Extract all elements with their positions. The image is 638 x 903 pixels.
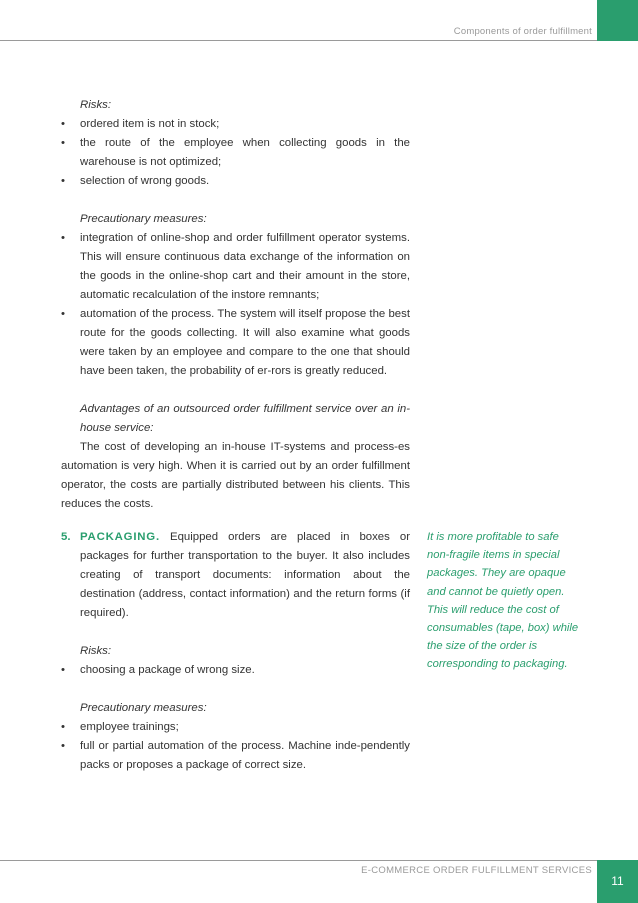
bullet-icon: •: [61, 721, 65, 733]
section-packaging: [61, 528, 410, 775]
side-note: It is more profitable to safe non-fragile items in special packages. They are opaque and cannot be quietly open. This will reduce the cost of consumables (tape, box) while the size of the order is corresponding to packaging.: [427, 531, 579, 671]
footer-rule: [0, 860, 597, 861]
advantages-paragraph: The cost of developing an in-house IT-systems and process-es automation is very high. When it is carried out by an order fulfillment operator, the costs are partially distributed between his clients. This reduces the costs.: [61, 441, 410, 510]
bullet-icon: •: [61, 137, 65, 149]
bullet-icon: •: [61, 664, 65, 676]
bullet-icon: •: [61, 232, 65, 244]
running-header: Components of order fulfillment: [453, 26, 592, 37]
risk-item: • choosing a package of wrong size.: [61, 661, 410, 680]
running-footer: E-COMMERCE ORDER FULFILLMENT SERVICES: [361, 865, 592, 876]
main-column: [61, 96, 410, 514]
packaging-paragraph: 5. PACKAGING. Equipped orders are placed in boxes or packages for further transportation to the buyer. It also includes creating of transport documents: information about the destination (address, contact information) and the return forms (if required).: [61, 528, 410, 623]
measure-item: • integration of online-shop and order fulfillment operator systems. This will ensure continuous data exchange of the information on the goods in the online-shop cart and their amount in the store, automatic recalculation of the instore remnants;: [61, 229, 410, 305]
section-keyword: PACKAGING.: [80, 531, 160, 543]
risks-heading: Risks:: [80, 99, 112, 111]
header-accent-tab: [597, 0, 638, 41]
bullet-icon: •: [61, 740, 65, 752]
risk-item: • ordered item is not in stock;: [61, 115, 410, 134]
section-number: 5.: [61, 531, 71, 543]
advantages-heading: Advantages of an outsourced order fulfillment service over an in-house service:: [80, 403, 410, 434]
bullet-icon: •: [61, 308, 65, 320]
measures-heading: Precautionary measures:: [80, 702, 207, 714]
measure-item: • employee trainings;: [61, 718, 410, 737]
page-number: 11: [611, 874, 624, 888]
measure-item: • automation of the process. The system will itself propose the best route for the goods collecting. It will also examine what goods were taken by an employee and compare to the one that should have been taken, the probability of er-rors is greatly reduced.: [61, 305, 410, 381]
bullet-icon: •: [61, 118, 65, 130]
risk-item: • the route of the employee when collecting goods in the warehouse is not optimized;: [61, 134, 410, 172]
page-number-tab: [597, 860, 638, 903]
measures-heading: Precautionary measures:: [80, 213, 207, 225]
bullet-icon: •: [61, 175, 65, 187]
risks-heading: Risks:: [80, 645, 112, 657]
measure-item: • full or partial automation of the process. Machine inde-pendently packs or proposes a package of correct size.: [61, 737, 410, 775]
header-rule: [0, 40, 597, 41]
risk-item: • selection of wrong goods.: [61, 172, 410, 191]
